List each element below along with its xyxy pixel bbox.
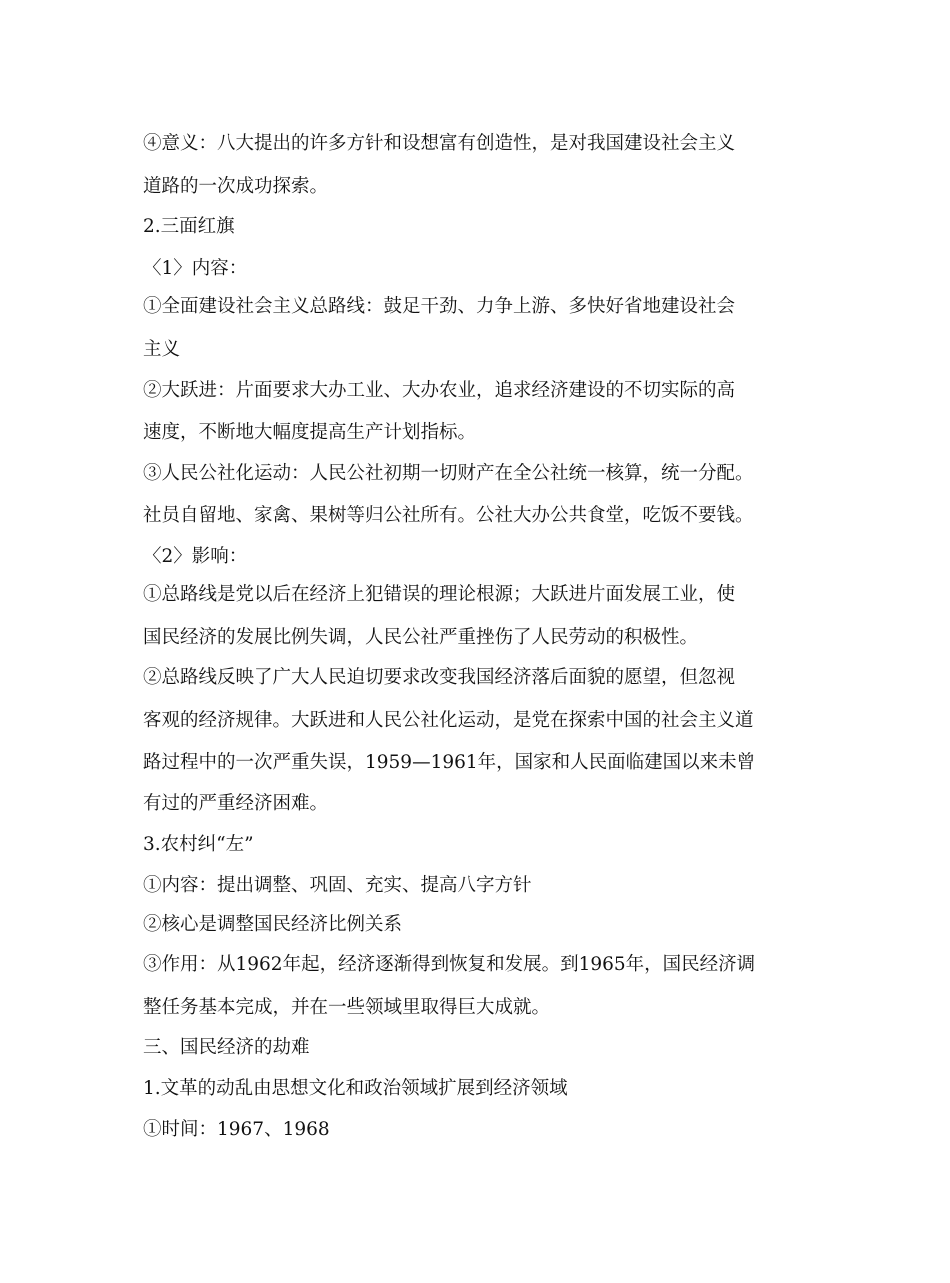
section-heading: 1.文革的动乱由思想文化和政治领域扩展到经济领域 [143, 1078, 568, 1099]
text-line: 整任务基本完成，并在一些领域里取得巨大成就。 [143, 997, 551, 1018]
sub-heading: 〈2〉影响： [143, 546, 248, 567]
text-line: 道路的一次成功探索。 [143, 176, 329, 197]
text-line: 社员自留地、家禽、果树等归公社所有。公社大办公共食堂，吃饭不要钱。 [143, 505, 754, 526]
text-line: 速度，不断地大幅度提高生产计划指标。 [143, 422, 477, 443]
text-line: ③作用：从1962年起，经济逐渐得到恢复和发展。到1965年，国民经济调 [143, 954, 756, 975]
text-line: 有过的严重经济困难。 [143, 793, 329, 814]
text-line: ②大跃进：片面要求大办工业、大办农业，追求经济建设的不切实际的高 [143, 380, 736, 401]
text-line: 国民经济的发展比例失调，人民公社严重挫伤了人民劳动的积极性。 [143, 627, 699, 648]
text-line: ①全面建设社会主义总路线：鼓足干劲、力争上游、多快好省地建设社会 [143, 296, 736, 317]
text-line: ③人民公社化运动：人民公社初期一切财产在全公社统一核算，统一分配。 [143, 463, 754, 484]
text-line: ①内容：提出调整、巩固、充实、提高八字方针 [143, 875, 532, 896]
text-line: ①总路线是党以后在经济上犯错误的理论根源；大跃进片面发展工业，使 [143, 584, 736, 605]
section-heading: 3.农村纠“左” [143, 834, 254, 855]
chapter-heading: 三、国民经济的劫难 [143, 1037, 310, 1058]
sub-heading: 〈1〉内容： [143, 258, 248, 279]
text-line: ②核心是调整国民经济比例关系 [143, 914, 403, 935]
text-line: 客观的经济规律。大跃进和人民公社化运动，是党在探索中国的社会主义道 [143, 710, 754, 731]
section-heading: 2.三面红旗 [143, 216, 235, 237]
text-line: ②总路线反映了广大人民迫切要求改变我国经济落后面貌的愿望，但忽视 [143, 667, 736, 688]
text-line: 主义 [143, 339, 181, 360]
text-line: 路过程中的一次严重失误，1959—1961年，国家和人民面临建国以来未曾 [143, 752, 756, 773]
text-line: ①时间：1967、1968 [143, 1119, 330, 1140]
text-line: ④意义：八大提出的许多方针和设想富有创造性，是对我国建设社会主义 [143, 133, 736, 154]
